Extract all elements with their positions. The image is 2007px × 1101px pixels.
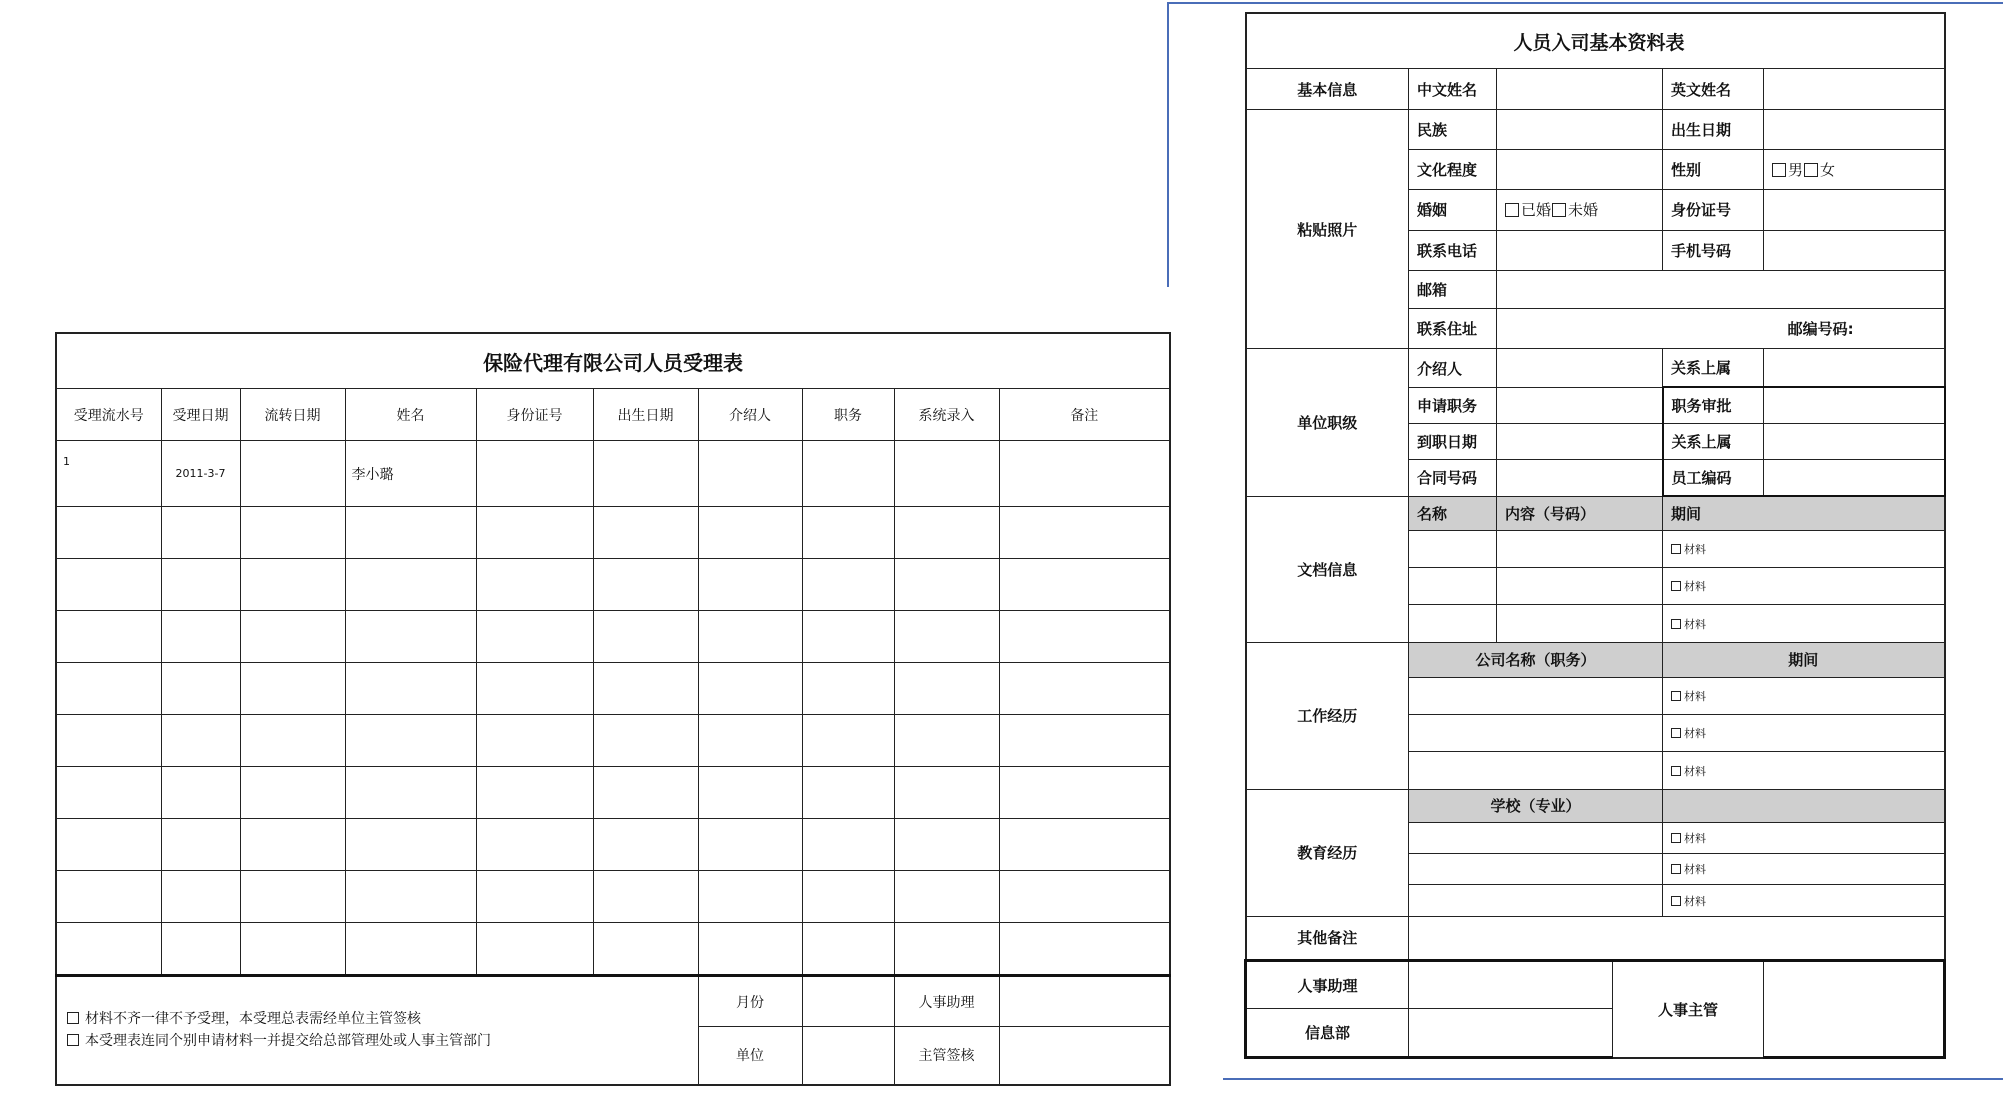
company-field[interactable] xyxy=(1409,677,1663,714)
supervisor-sign-label: 主管签核 xyxy=(894,1027,999,1085)
doc-name-field[interactable] xyxy=(1409,605,1497,642)
column-header: 职务 xyxy=(802,389,894,441)
supervisor-sign-value[interactable] xyxy=(999,1027,1170,1085)
empty-cell[interactable] xyxy=(894,441,999,507)
checkbox-icon[interactable] xyxy=(1552,203,1566,217)
empty-cell[interactable] xyxy=(240,441,345,507)
company-name-header: 公司名称（职务） xyxy=(1409,642,1663,677)
form-title: 保险代理有限公司人员受理表 xyxy=(56,333,1170,389)
relation-superior-field[interactable] xyxy=(1764,424,1945,460)
table-row xyxy=(56,871,1170,923)
table-row xyxy=(56,819,1170,871)
marriage-label: 婚姻 xyxy=(1409,190,1497,230)
gender-label: 性别 xyxy=(1663,150,1764,190)
introducer-field[interactable] xyxy=(1497,349,1663,387)
employee-info-form xyxy=(1244,12,1943,1059)
apply-position-field[interactable] xyxy=(1497,387,1663,423)
chinese-name-label: 中文姓名 xyxy=(1409,69,1497,109)
id-number-label: 身份证号 xyxy=(1663,190,1764,230)
empty-cell[interactable] xyxy=(999,441,1170,507)
position-approval-field[interactable] xyxy=(1764,387,1945,423)
column-header: 系统录入 xyxy=(894,389,999,441)
table-row xyxy=(56,611,1170,663)
other-notes-field[interactable] xyxy=(1409,916,1945,960)
start-date-field[interactable] xyxy=(1497,424,1663,460)
apply-position-label: 申请职务 xyxy=(1409,387,1497,423)
column-header: 身份证号 xyxy=(476,389,593,441)
month-value[interactable] xyxy=(802,976,894,1027)
email-field[interactable] xyxy=(1497,270,1945,308)
checkbox-icon[interactable] xyxy=(1772,163,1786,177)
school-field[interactable] xyxy=(1409,823,1663,854)
hr-assistant-field[interactable] xyxy=(1409,961,1613,1009)
position-approval-label: 职务审批 xyxy=(1663,387,1764,423)
basic-info-label: 基本信息 xyxy=(1246,69,1409,109)
note-item: 材料不齐一律不予受理，本受理总表需经单位主管签核 xyxy=(67,1008,698,1030)
address-label: 联系住址 xyxy=(1409,309,1497,349)
ethnicity-label: 民族 xyxy=(1409,109,1497,149)
document-frame-edge xyxy=(1223,1078,2003,1080)
school-field[interactable] xyxy=(1409,854,1663,885)
form-title: 人员入司基本资料表 xyxy=(1246,13,1945,69)
relation-superior-field[interactable] xyxy=(1764,349,1945,387)
personnel-acceptance-form xyxy=(55,332,1169,1068)
hr-supervisor-field[interactable] xyxy=(1764,961,1945,1058)
it-dept-label: 信息部 xyxy=(1246,1009,1409,1058)
hr-supervisor-label: 人事主管 xyxy=(1613,961,1764,1058)
school-header: 学校（专业） xyxy=(1409,789,1663,822)
month-label: 月份 xyxy=(698,976,802,1027)
doc-period-header: 期间 xyxy=(1663,496,1945,530)
introducer-label: 介绍人 xyxy=(1409,349,1497,387)
material-checkbox[interactable]: 材料 xyxy=(1663,605,1945,642)
ethnicity-field[interactable] xyxy=(1497,109,1663,149)
mobile-field[interactable] xyxy=(1764,230,1945,270)
chinese-name-field[interactable] xyxy=(1497,69,1663,109)
notes-cell xyxy=(56,976,698,1085)
work-history-label: 工作经历 xyxy=(1246,642,1409,789)
empty-cell[interactable] xyxy=(593,441,698,507)
contract-no-field[interactable] xyxy=(1497,460,1663,496)
table-row xyxy=(56,715,1170,767)
empty-cell[interactable] xyxy=(802,441,894,507)
unit-value[interactable] xyxy=(802,1027,894,1085)
phone-field[interactable] xyxy=(1497,230,1663,270)
doc-name-header: 名称 xyxy=(1409,496,1497,530)
date-cell[interactable]: 2011-3-7 xyxy=(161,441,240,507)
empty-cell[interactable] xyxy=(476,441,593,507)
education-level-field[interactable] xyxy=(1497,150,1663,190)
column-header: 出生日期 xyxy=(593,389,698,441)
hr-assistant-label: 人事助理 xyxy=(1246,961,1409,1009)
material-checkbox[interactable]: 材料 xyxy=(1663,530,1945,567)
doc-content-field[interactable] xyxy=(1497,568,1663,605)
start-date-label: 到职日期 xyxy=(1409,424,1497,460)
checkbox-icon[interactable] xyxy=(67,1034,79,1046)
employee-no-label: 员工编码 xyxy=(1663,460,1764,496)
serial-cell[interactable]: 1 xyxy=(56,441,161,507)
material-checkbox[interactable]: 材料 xyxy=(1663,823,1945,854)
birth-date-field[interactable] xyxy=(1764,109,1945,149)
company-field[interactable] xyxy=(1409,752,1663,789)
doc-content-header: 内容（号码） xyxy=(1497,496,1663,530)
table-row xyxy=(56,923,1170,976)
employee-no-field[interactable] xyxy=(1764,460,1945,496)
company-field[interactable] xyxy=(1409,715,1663,752)
empty-cell[interactable] xyxy=(698,441,802,507)
table-row xyxy=(56,441,1170,507)
material-checkbox[interactable]: 材料 xyxy=(1663,677,1945,714)
education-period-header xyxy=(1663,789,1945,822)
material-checkbox[interactable]: 材料 xyxy=(1663,568,1945,605)
it-dept-field[interactable] xyxy=(1409,1009,1613,1058)
birth-date-label: 出生日期 xyxy=(1663,109,1764,149)
marriage-field: 已婚 未婚 xyxy=(1497,190,1663,230)
english-name-label: 英文姓名 xyxy=(1663,69,1764,109)
material-checkbox[interactable]: 材料 xyxy=(1663,854,1945,885)
column-header: 流转日期 xyxy=(240,389,345,441)
english-name-field[interactable] xyxy=(1764,69,1945,109)
doc-name-field[interactable] xyxy=(1409,530,1497,567)
material-checkbox[interactable]: 材料 xyxy=(1663,715,1945,752)
column-header: 受理日期 xyxy=(161,389,240,441)
postcode-label[interactable]: 邮编号码: xyxy=(1497,309,1945,349)
note-item: 本受理表连同个别申请材料一并提交给总部管理处或人事主管部门 xyxy=(67,1030,698,1052)
relation-superior-label: 关系上属 xyxy=(1663,424,1764,460)
table-row xyxy=(56,559,1170,611)
gender-field: 男 女 xyxy=(1764,150,1945,190)
education-level-label: 文化程度 xyxy=(1409,150,1497,190)
column-header: 备注 xyxy=(999,389,1170,441)
unit-label: 单位 xyxy=(698,1027,802,1085)
doc-content-field[interactable] xyxy=(1497,605,1663,642)
phone-label: 联系电话 xyxy=(1409,230,1497,270)
checkbox-icon[interactable] xyxy=(1505,203,1519,217)
material-checkbox[interactable]: 材料 xyxy=(1663,752,1945,789)
email-label: 邮箱 xyxy=(1409,270,1497,308)
column-header: 受理流水号 xyxy=(56,389,161,441)
column-header: 介绍人 xyxy=(698,389,802,441)
material-checkbox[interactable]: 材料 xyxy=(1663,885,1945,916)
document-frame-edge xyxy=(1167,2,1169,287)
mobile-label: 手机号码 xyxy=(1663,230,1764,270)
name-cell[interactable]: 李小璐 xyxy=(345,441,476,507)
checkbox-icon[interactable] xyxy=(1804,163,1818,177)
school-field[interactable] xyxy=(1409,885,1663,916)
document-frame-edge xyxy=(1167,2,2003,4)
table-row xyxy=(56,767,1170,819)
doc-content-field[interactable] xyxy=(1497,530,1663,567)
unit-rank-label: 单位职级 xyxy=(1246,349,1409,496)
work-period-header: 期间 xyxy=(1663,642,1945,677)
doc-info-label: 文档信息 xyxy=(1246,496,1409,642)
table-row xyxy=(56,507,1170,559)
id-number-field[interactable] xyxy=(1764,190,1945,230)
other-notes-label: 其他备注 xyxy=(1246,916,1409,960)
table-row xyxy=(56,663,1170,715)
relation-superior-label: 关系上属 xyxy=(1663,349,1764,387)
contract-no-label: 合同号码 xyxy=(1409,460,1497,496)
hr-assistant-value[interactable] xyxy=(999,976,1170,1027)
column-header: 姓名 xyxy=(345,389,476,441)
doc-name-field[interactable] xyxy=(1409,568,1497,605)
photo-area[interactable]: 粘贴照片 xyxy=(1246,109,1409,349)
education-history-label: 教育经历 xyxy=(1246,789,1409,916)
hr-assistant-label: 人事助理 xyxy=(894,976,999,1027)
checkbox-icon[interactable] xyxy=(67,1012,79,1024)
